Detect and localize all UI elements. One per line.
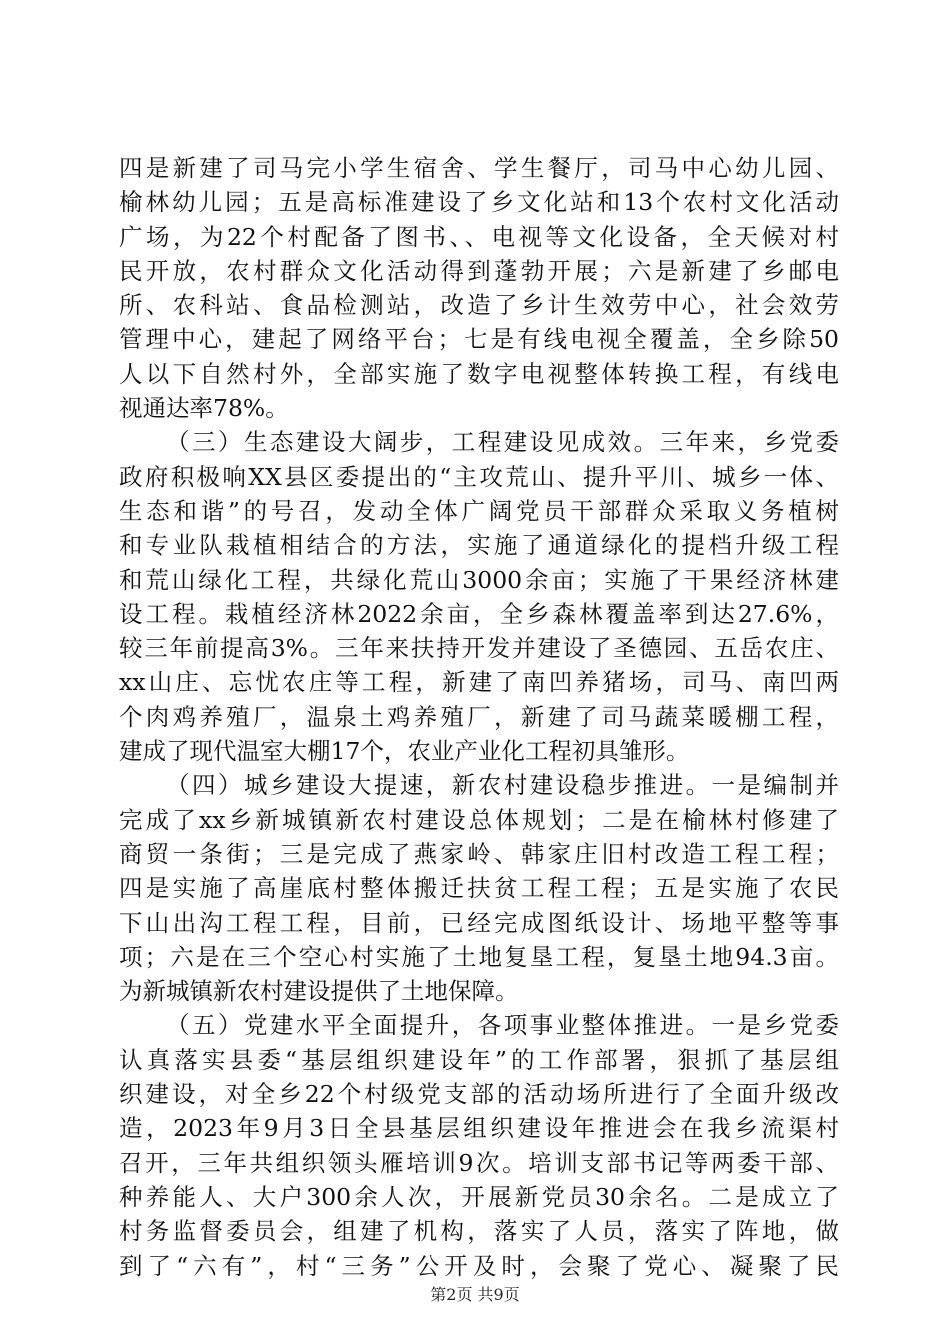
text-line: （四）城乡建设大提速，新农村建设稳步推进。一是编制并 — [166, 771, 839, 800]
text-line: 政府积极响XX县区委提出的“主攻荒山、提升平川、城乡一体、 — [119, 462, 839, 491]
page-number-footer: 第2页 共9页 — [430, 1285, 520, 1304]
text-line: 为新城镇新农村建设提供了土地保障。 — [119, 977, 519, 1006]
text-line: 召开，三年共组织领头雁培训9次。培训支部书记等两委干部、 — [119, 1148, 839, 1177]
text-line: 所、农科站、食品检测站，改造了乡计生效劳中心，社会效劳 — [119, 291, 839, 320]
text-line: 种养能人、大户300余人次，开展新党员30余名。二是成立了 — [119, 1182, 839, 1211]
text-line: 个肉鸡养殖厂，温泉土鸡养殖厂，新建了司马蔬菜暖棚工程， — [119, 702, 839, 731]
text-line: 造，2023年9月3日全县基层组织建设年推进会在我乡流渠村 — [119, 1114, 839, 1143]
text-line: 生态和谐”的号召，发动全体广阔党员干部群众采取义务植树 — [119, 496, 839, 525]
text-line: 商贸一条街；三是完成了燕家岭、韩家庄旧村改造工程工程； — [119, 839, 839, 868]
text-line: 榆林幼儿园；五是高标准建设了乡文化站和13个农村文化活动 — [119, 188, 839, 217]
text-line: （五）党建水平全面提升，各项事业整体推进。一是乡党委 — [166, 1011, 839, 1040]
text-line: 认真落实县委“基层组织建设年”的工作部署，狠抓了基层组 — [119, 1045, 839, 1074]
text-line: （三）生态建设大阔步，工程建设见成效。三年来，乡党委 — [166, 428, 839, 457]
text-line: xx山庄、忘忧农庄等工程，新建了南凹养猪场，司马、南凹两 — [119, 668, 839, 697]
text-line: 和专业队栽植相结合的方法，实施了通道绿化的提档升级工程 — [119, 531, 839, 560]
text-line: 设工程。栽植经济林2022余亩，全乡森林覆盖率到达27.6%， — [119, 599, 839, 628]
text-line: 广场，为22个村配备了图书、、电视等文化设备，全天候对村 — [119, 222, 839, 251]
text-line: 视通达率78%。 — [119, 394, 289, 423]
text-line: 四是新建了司马完小学生宿舍、学生餐厅，司马中心幼儿园、 — [119, 154, 839, 182]
text-line: 四是实施了高崖底村整体搬迁扶贫工程工程；五是实施了农民 — [119, 874, 839, 903]
text-line: 建成了现代温室大棚17个，农业产业化工程初具雏形。 — [119, 737, 690, 766]
text-line: 下山出沟工程工程，目前，已经完成图纸设计、场地平整等事 — [119, 908, 839, 937]
text-line: 民开放，农村群众文化活动得到蓬勃开展；六是新建了乡邮电 — [119, 256, 839, 285]
text-line: 和荒山绿化工程，共绿化荒山3000余亩；实施了干果经济林建 — [119, 565, 839, 594]
text-line: 人以下自然村外，全部实施了数字电视整体转换工程，有线电 — [119, 359, 839, 388]
text-line: 村务监督委员会，组建了机构，落实了人员，落实了阵地，做 — [119, 1217, 839, 1246]
text-line: 到了“六有”，村“三务”公开及时，会聚了党心、凝聚了民 — [119, 1251, 839, 1280]
document-body — [119, 151, 839, 1283]
text-line: 完成了xx乡新城镇新农村建设总体规划；二是在榆林村修建了 — [119, 805, 839, 834]
text-line: 管理中心，建起了网络平台；七是有线电视全覆盖，全乡除50 — [119, 325, 839, 354]
text-line: 项；六是在三个空心村实施了土地复垦工程，复垦土地94.3亩。 — [119, 942, 839, 971]
text-line: 较三年前提高3%。三年来扶持开发并建设了圣德园、五岳农庄、 — [119, 634, 839, 663]
text-line: 织建设，对全乡22个村级党支部的活动场所进行了全面升级改 — [119, 1080, 839, 1109]
